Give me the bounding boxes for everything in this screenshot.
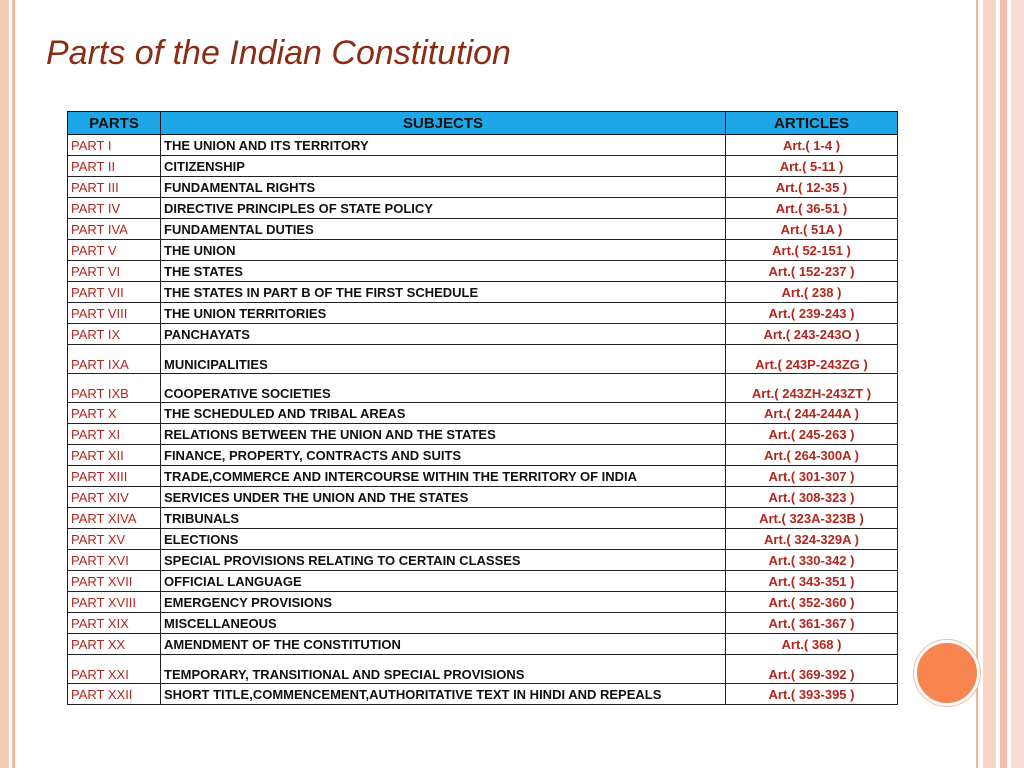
subject-cell: MISCELLANEOUS (161, 613, 726, 634)
subject-cell: THE STATES IN PART B OF THE FIRST SCHEDULE (161, 282, 726, 303)
header-parts: PARTS (68, 112, 161, 135)
articles-cell: Art.( 239-243 ) (726, 303, 898, 324)
table-row (68, 571, 898, 592)
right-border-line (976, 0, 978, 768)
part-cell: PART XVII (68, 571, 161, 592)
table-row (68, 684, 898, 705)
part-cell: PART VII (68, 282, 161, 303)
subject-cell: COOPERATIVE SOCIETIES (161, 374, 726, 403)
constitution-parts-table (67, 111, 898, 705)
part-cell: PART IXB (68, 374, 161, 403)
subject-cell: RELATIONS BETWEEN THE UNION AND THE STATES (161, 424, 726, 445)
table-row (68, 529, 898, 550)
subject-cell: ELECTIONS (161, 529, 726, 550)
articles-cell: Art.( 12-35 ) (726, 177, 898, 198)
left-border-stripe (0, 0, 9, 768)
subject-cell: FINANCE, PROPERTY, CONTRACTS AND SUITS (161, 445, 726, 466)
table-row (68, 466, 898, 487)
header-articles: ARTICLES (726, 112, 898, 135)
subject-cell: TRIBUNALS (161, 508, 726, 529)
table-row (68, 508, 898, 529)
subject-cell: SPECIAL PROVISIONS RELATING TO CERTAIN CLASSES (161, 550, 726, 571)
part-cell: PART XIV (68, 487, 161, 508)
subject-cell: DIRECTIVE PRINCIPLES OF STATE POLICY (161, 198, 726, 219)
right-border-stripe-3 (1011, 0, 1024, 768)
table-row (68, 198, 898, 219)
part-cell: PART VI (68, 261, 161, 282)
table-row (68, 374, 898, 403)
table-row (68, 219, 898, 240)
table-row (68, 445, 898, 466)
subject-cell: THE SCHEDULED AND TRIBAL AREAS (161, 403, 726, 424)
part-cell: PART XIVA (68, 508, 161, 529)
articles-cell: Art.( 243P-243ZG ) (726, 345, 898, 374)
part-cell: PART IXA (68, 345, 161, 374)
subject-cell: TEMPORARY, TRANSITIONAL AND SPECIAL PROVISIONS (161, 655, 726, 684)
articles-cell: Art.( 368 ) (726, 634, 898, 655)
subject-cell: OFFICIAL LANGUAGE (161, 571, 726, 592)
articles-cell: Art.( 308-323 ) (726, 487, 898, 508)
table-row (68, 613, 898, 634)
subject-cell: SERVICES UNDER THE UNION AND THE STATES (161, 487, 726, 508)
header-subjects: SUBJECTS (161, 112, 726, 135)
articles-cell: Art.( 301-307 ) (726, 466, 898, 487)
table-row (68, 487, 898, 508)
part-cell: PART V (68, 240, 161, 261)
part-cell: PART X (68, 403, 161, 424)
articles-cell: Art.( 323A-323B ) (726, 508, 898, 529)
table-row (68, 177, 898, 198)
table-row (68, 424, 898, 445)
articles-cell: Art.( 1-4 ) (726, 135, 898, 156)
subject-cell: THE UNION AND ITS TERRITORY (161, 135, 726, 156)
subject-cell: AMENDMENT OF THE CONSTITUTION (161, 634, 726, 655)
table-row (68, 634, 898, 655)
subject-cell: PANCHAYATS (161, 324, 726, 345)
subject-cell: FUNDAMENTAL DUTIES (161, 219, 726, 240)
table-row (68, 261, 898, 282)
table-row (68, 592, 898, 613)
subject-cell: FUNDAMENTAL RIGHTS (161, 177, 726, 198)
table-row (68, 156, 898, 177)
part-cell: PART XVIII (68, 592, 161, 613)
part-cell: PART XV (68, 529, 161, 550)
subject-cell: THE STATES (161, 261, 726, 282)
articles-cell: Art.( 244-244A ) (726, 403, 898, 424)
table-row (68, 655, 898, 684)
articles-cell: Art.( 36-51 ) (726, 198, 898, 219)
articles-cell: Art.( 343-351 ) (726, 571, 898, 592)
subject-cell: MUNICIPALITIES (161, 345, 726, 374)
subject-cell: CITIZENSHIP (161, 156, 726, 177)
left-border-line (12, 0, 15, 768)
table-row (68, 240, 898, 261)
articles-cell: Art.( 52-151 ) (726, 240, 898, 261)
articles-cell: Art.( 51A ) (726, 219, 898, 240)
articles-cell: Art.( 264-300A ) (726, 445, 898, 466)
subject-cell: SHORT TITLE,COMMENCEMENT,AUTHORITATIVE TEXT IN HINDI AND REPEALS (161, 684, 726, 705)
table-row (68, 345, 898, 374)
part-cell: PART XI (68, 424, 161, 445)
decorative-circle (914, 640, 980, 706)
table-header-row (68, 112, 898, 135)
part-cell: PART XX (68, 634, 161, 655)
articles-cell: Art.( 393-395 ) (726, 684, 898, 705)
table-row (68, 324, 898, 345)
right-border-stripe-1 (983, 0, 996, 768)
part-cell: PART XIX (68, 613, 161, 634)
part-cell: PART IX (68, 324, 161, 345)
part-cell: PART XXI (68, 655, 161, 684)
articles-cell: Art.( 369-392 ) (726, 655, 898, 684)
subject-cell: EMERGENCY PROVISIONS (161, 592, 726, 613)
table-row (68, 282, 898, 303)
part-cell: PART I (68, 135, 161, 156)
table-row (68, 550, 898, 571)
subject-cell: THE UNION (161, 240, 726, 261)
articles-cell: Art.( 152-237 ) (726, 261, 898, 282)
table-row (68, 303, 898, 324)
articles-cell: Art.( 245-263 ) (726, 424, 898, 445)
slide-title: Parts of the Indian Constitution (46, 34, 511, 72)
subject-cell: TRADE,COMMERCE AND INTERCOURSE WITHIN THE TERRITORY OF INDIA (161, 466, 726, 487)
part-cell: PART II (68, 156, 161, 177)
articles-cell: Art.( 324-329A ) (726, 529, 898, 550)
part-cell: PART XII (68, 445, 161, 466)
table-row (68, 403, 898, 424)
subject-cell: THE UNION TERRITORIES (161, 303, 726, 324)
part-cell: PART XIII (68, 466, 161, 487)
right-border-stripe-2 (1000, 0, 1007, 768)
part-cell: PART IV (68, 198, 161, 219)
part-cell: PART XVI (68, 550, 161, 571)
table-row (68, 135, 898, 156)
articles-cell: Art.( 243ZH-243ZT ) (726, 374, 898, 403)
part-cell: PART III (68, 177, 161, 198)
articles-cell: Art.( 238 ) (726, 282, 898, 303)
part-cell: PART VIII (68, 303, 161, 324)
articles-cell: Art.( 330-342 ) (726, 550, 898, 571)
articles-cell: Art.( 361-367 ) (726, 613, 898, 634)
part-cell: PART IVA (68, 219, 161, 240)
part-cell: PART XXII (68, 684, 161, 705)
articles-cell: Art.( 5-11 ) (726, 156, 898, 177)
articles-cell: Art.( 352-360 ) (726, 592, 898, 613)
articles-cell: Art.( 243-243O ) (726, 324, 898, 345)
